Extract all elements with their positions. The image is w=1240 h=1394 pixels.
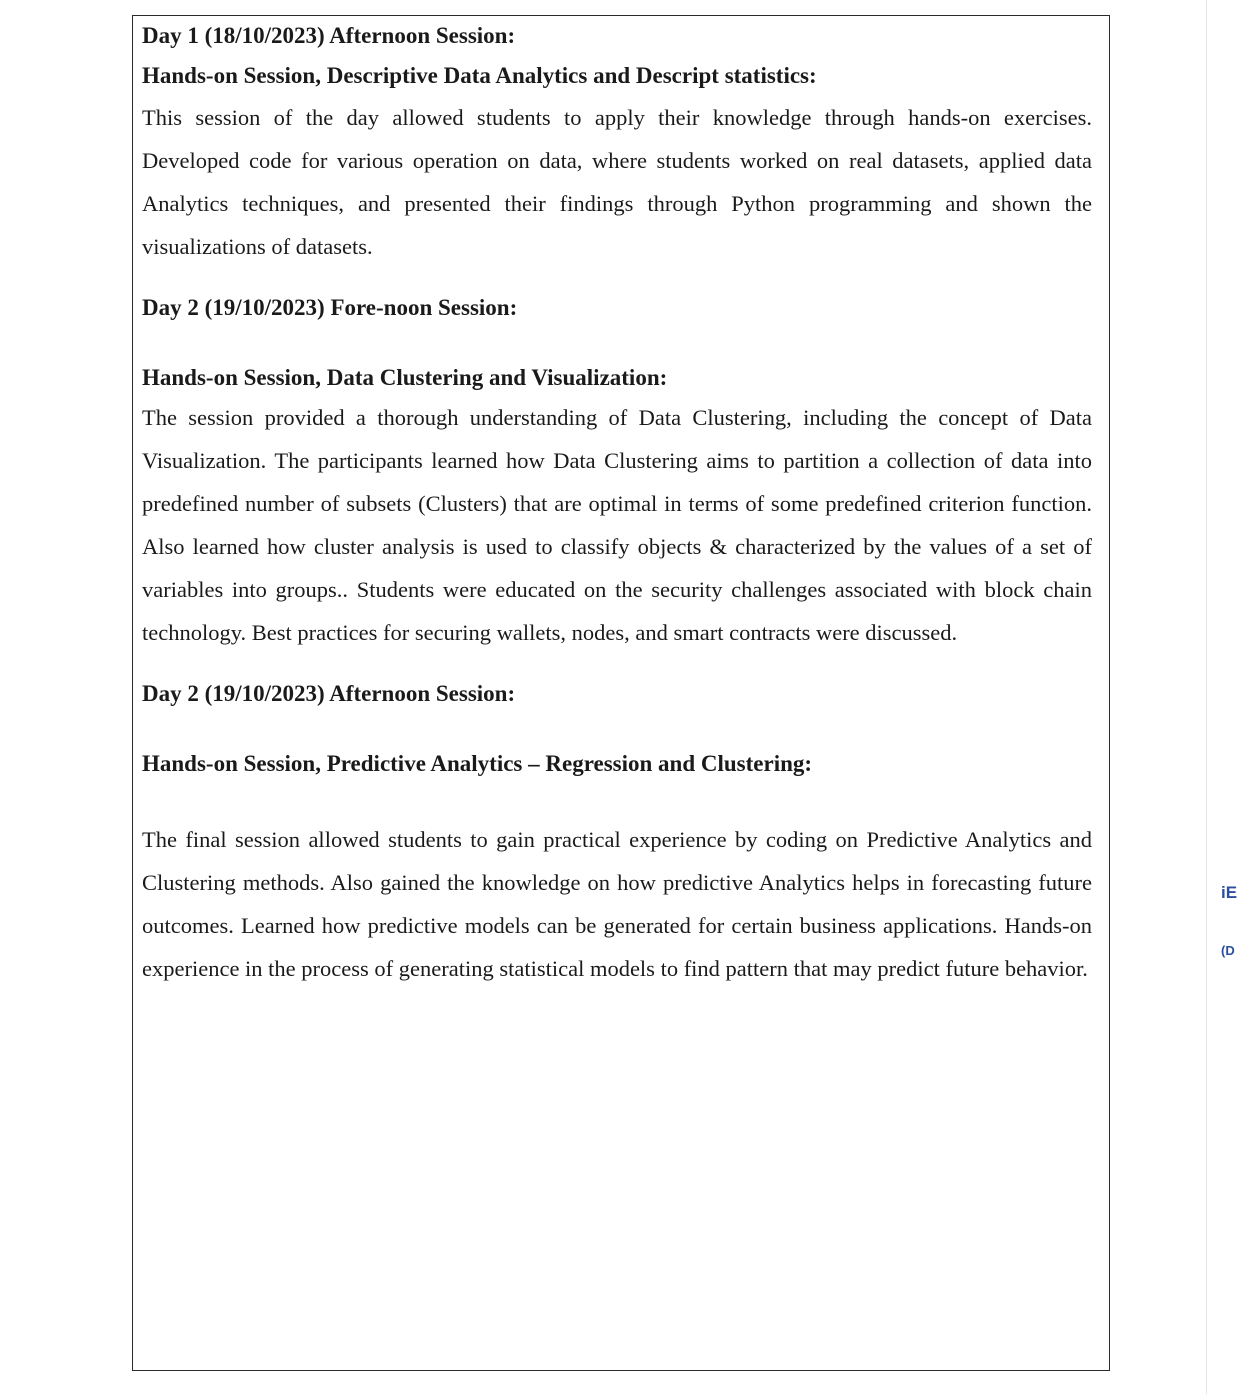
session-title: Hands-on Session, Predictive Analytics – Regression and Clustering: xyxy=(142,751,813,776)
session-heading: Day 2 (19/10/2023) Fore-noon Session: xyxy=(142,295,518,320)
session-title: Hands-on Session, Data Clustering and Visualization: xyxy=(142,365,668,390)
section-day2-afternoon xyxy=(142,678,1092,990)
adjacent-page-edge xyxy=(1206,0,1240,1394)
document-body xyxy=(142,20,1092,990)
section-day1-afternoon xyxy=(142,20,1092,268)
session-paragraph: The session provided a thorough understanding of Data Clustering, including the concept of Data Visualization. The participants learned how Data Clustering aims to partition a collection of data into predefined number of subsets (Clusters) that are optimal in terms of some predefined criterion function. Also learned how cluster analysis is used to classify objects & characterized by the values of a set of variables into groups.. Students were educated on the security challenges associated with block chain technology. Best practices for securing wallets, nodes, and smart contracts were discussed. xyxy=(142,405,1092,645)
session-heading: Day 2 (19/10/2023) Afternoon Session: xyxy=(142,681,516,706)
session-paragraph: This session of the day allowed students to apply their knowledge through hands-on exercises. Developed code for various operation on data, where students worked on real datasets, applied data Analytics techniques, and presented their findings through Python programming and shown the visualizations of datasets. xyxy=(142,105,1092,259)
section-day2-forenoon xyxy=(142,292,1092,654)
session-paragraph: The final session allowed students to gain practical experience by coding on Predictive Analytics and Clustering methods. Also gained the knowledge on how predictive Analytics helps in forecasting future outcomes. Learned how predictive models can be generated for certain business applications. Hands-on experience in the process of generating statistical models to find pattern that may predict future behavior. xyxy=(142,827,1092,981)
session-heading: Day 1 (18/10/2023) Afternoon Session: xyxy=(142,23,516,48)
edge-text-fragment: (D xyxy=(1221,943,1235,958)
session-title: Hands-on Session, Descriptive Data Analytics and Descript statistics: xyxy=(142,63,817,88)
edge-text-fragment: iE xyxy=(1221,883,1238,902)
